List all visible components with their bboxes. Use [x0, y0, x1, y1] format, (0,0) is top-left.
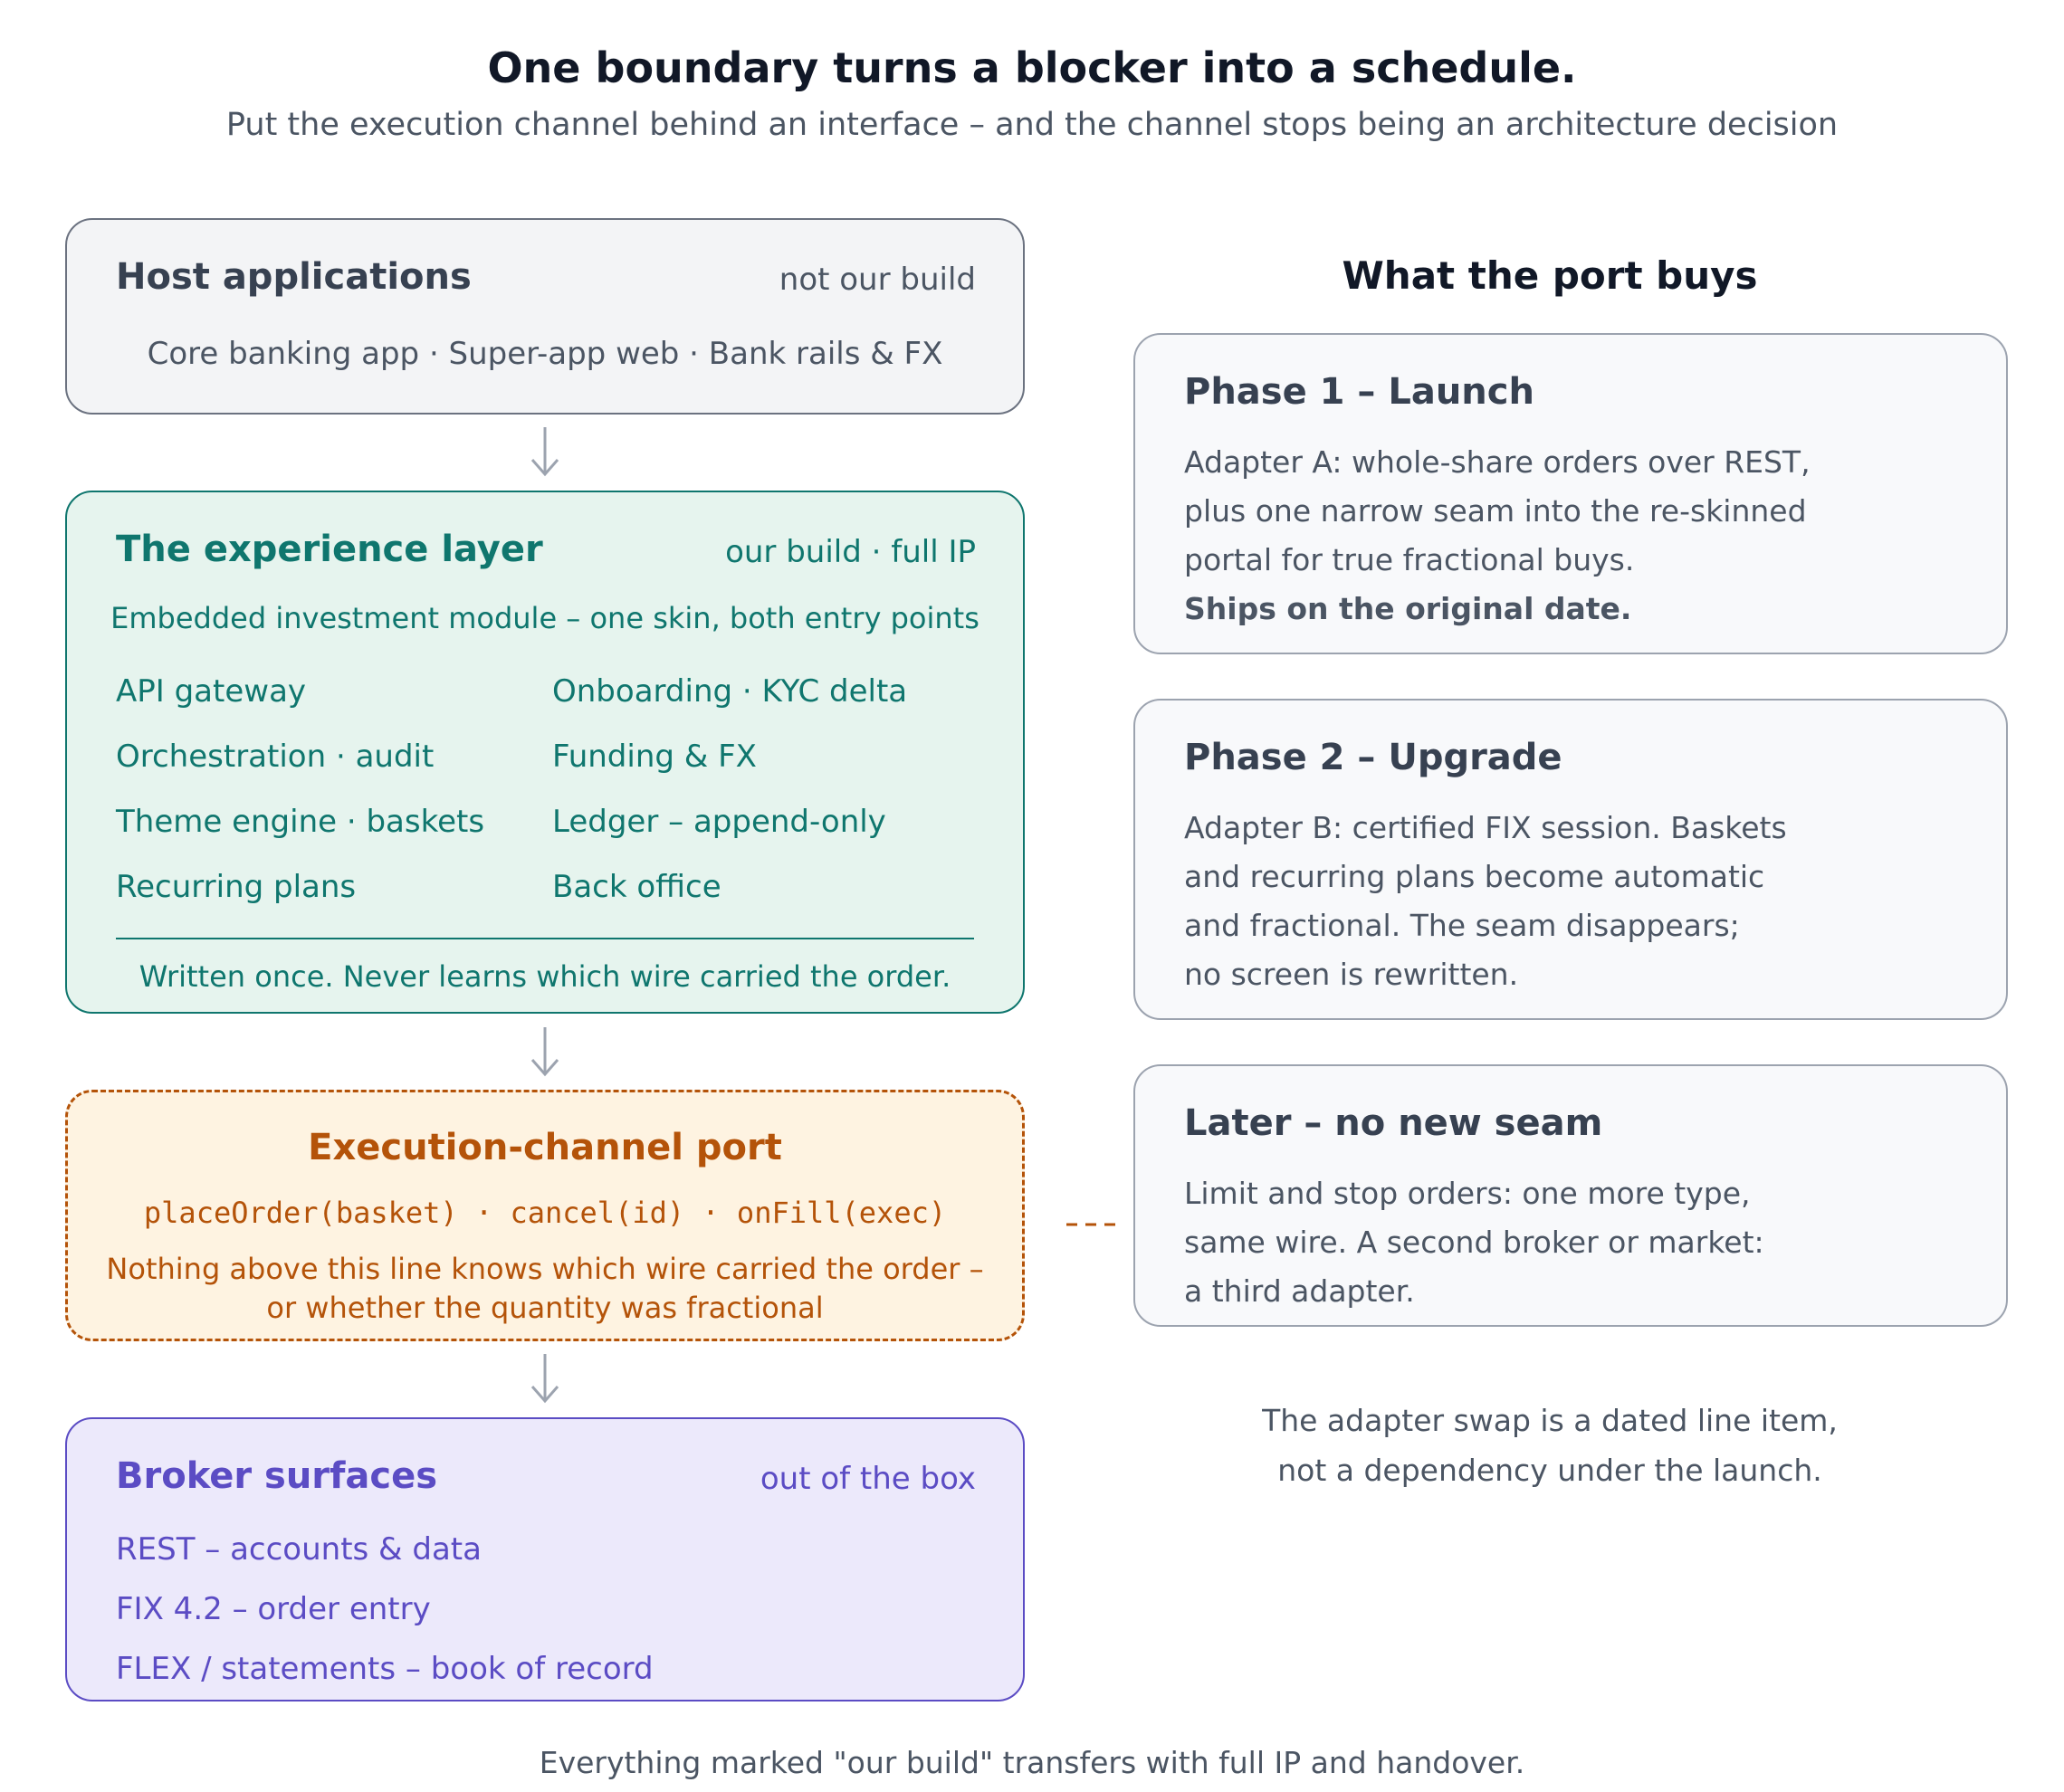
- phase-card-line: a third adapter.: [1184, 1273, 1415, 1309]
- diagram-subtitle: Put the execution channel behind an interface – and the channel stops being an architecture decision: [225, 107, 1839, 143]
- phase-card-line: and fractional. The seam disappears;: [1184, 908, 1740, 943]
- execution-port-note: [68, 1250, 1022, 1328]
- host-applications-box: [65, 218, 1025, 415]
- host-applications-tag: not our build: [779, 262, 976, 298]
- execution-port-note-line: or whether the quantity was fractional: [266, 1291, 824, 1325]
- phase-card-line: Adapter B: certified FIX session. Baskets: [1184, 810, 1787, 845]
- experience-item: Orchestration · audit: [116, 739, 435, 775]
- port-connector-line: [1066, 1213, 1117, 1216]
- diagram-footer: Everything marked "our build" transfers with full IP and handover.: [539, 1745, 1525, 1780]
- broker-surfaces-title: Broker surfaces: [116, 1455, 438, 1497]
- diagram-title: One boundary turns a blocker into a schedule.: [487, 43, 1577, 92]
- broker-item: REST – accounts & data: [116, 1531, 482, 1568]
- phase-card-line: Limit and stop orders: one more type,: [1184, 1176, 1751, 1211]
- execution-port-signature: placeOrder(basket) · cancel(id) · onFill(exec): [143, 1196, 947, 1230]
- experience-layer-subtitle: Embedded investment module – one skin, both entry points: [110, 601, 979, 635]
- experience-layer-footer: Written once. Never learns which wire carried the order.: [139, 959, 951, 994]
- phase-card-body: [1184, 804, 1963, 999]
- experience-item: API gateway: [116, 673, 307, 710]
- phase-card-title: Later – no new seam: [1184, 1102, 1603, 1144]
- phase-card-line: same wire. A second broker or market:: [1184, 1225, 1764, 1260]
- experience-item: Theme engine · baskets: [116, 804, 485, 840]
- experience-layer-tag: our build · full IP: [725, 534, 976, 570]
- experience-item: Onboarding · KYC delta: [552, 673, 908, 710]
- experience-divider: [116, 938, 974, 939]
- phase-card-line: portal for true fractional buys.: [1184, 542, 1635, 577]
- phase-card-later: [1133, 1064, 2008, 1327]
- right-column-note-line: The adapter swap is a dated line item,: [1262, 1403, 1838, 1438]
- phase-card-line: and recurring plans become automatic: [1184, 859, 1765, 894]
- execution-port-title: Execution-channel port: [308, 1127, 782, 1168]
- phase-card-title: Phase 2 – Upgrade: [1184, 737, 1562, 778]
- right-column-heading: What the port buys: [1342, 253, 1758, 298]
- broker-surfaces-tag: out of the box: [760, 1461, 976, 1497]
- down-arrow-icon: [529, 1352, 561, 1405]
- execution-port-note-line: Nothing above this line knows which wire carried the order –: [106, 1252, 984, 1286]
- phase-card-upgrade: [1133, 699, 2008, 1020]
- broker-item: FIX 4.2 – order entry: [116, 1591, 431, 1627]
- execution-port-box: [65, 1090, 1025, 1341]
- right-column-note-line: not a dependency under the launch.: [1277, 1453, 1822, 1488]
- host-applications-title: Host applications: [116, 256, 472, 298]
- experience-item: Ledger – append-only: [552, 804, 886, 840]
- phase-card-body: [1184, 1169, 1963, 1316]
- broker-item: FLEX / statements – book of record: [116, 1651, 654, 1687]
- down-arrow-icon: [529, 1025, 561, 1078]
- experience-layer-box: [65, 491, 1025, 1014]
- phase-card-launch: [1133, 333, 2008, 654]
- host-applications-items: Core banking app · Super-app web · Bank rails & FX: [147, 336, 943, 372]
- phase-card-title: Phase 1 – Launch: [1184, 371, 1534, 413]
- down-arrow-icon: [529, 425, 561, 478]
- experience-item: Funding & FX: [552, 739, 757, 775]
- experience-item: Back office: [552, 869, 721, 905]
- right-column-note: [1133, 1396, 1966, 1495]
- broker-surfaces-box: [65, 1417, 1025, 1701]
- experience-layer-title: The experience layer: [116, 529, 543, 570]
- phase-card-line: plus one narrow seam into the re-skinned: [1184, 493, 1807, 529]
- phase-card-emphasis: Ships on the original date.: [1184, 591, 1632, 626]
- experience-item: Recurring plans: [116, 869, 357, 905]
- phase-card-line: no screen is rewritten.: [1184, 957, 1519, 992]
- phase-card-body: [1184, 438, 1963, 634]
- phase-card-line: Adapter A: whole-share orders over REST,: [1184, 444, 1811, 480]
